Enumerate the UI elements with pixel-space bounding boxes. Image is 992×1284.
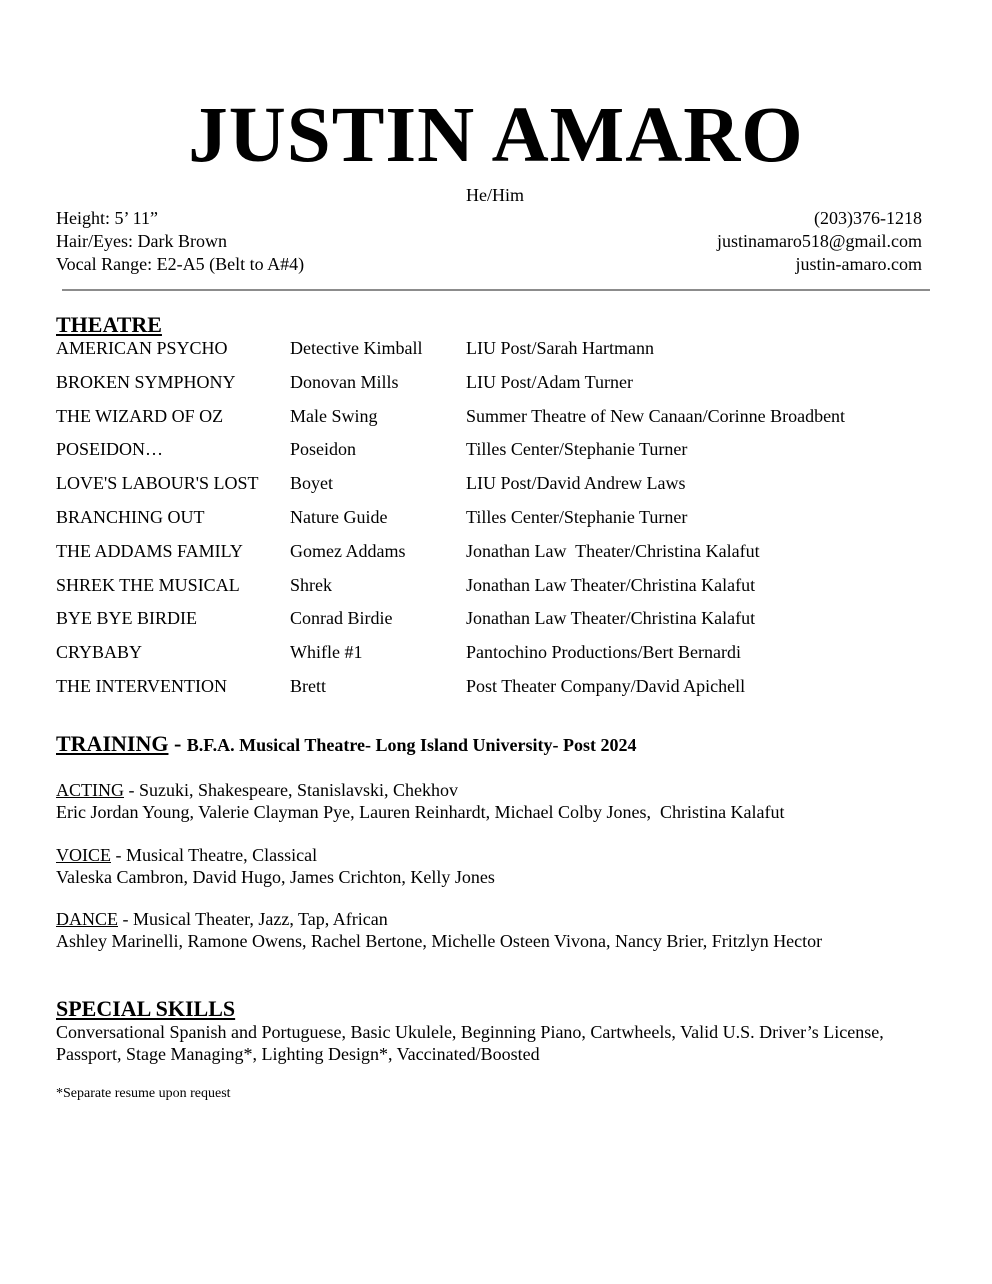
credit-show: BRANCHING OUT: [56, 506, 205, 527]
credit-show: SHREK THE MUSICAL: [56, 574, 240, 595]
credit-role: Whifle #1: [290, 642, 363, 663]
credit-venue: LIU Post/David Andrew Laws: [466, 473, 686, 494]
credit-role: Male Swing: [290, 405, 378, 426]
credit-venue: Post Theater Company/David Apichell: [466, 675, 746, 696]
dance-teachers: Ashley Marinelli, Ramone Owens, Rachel Bertone, Michelle Osteen Vivona, Nancy Brier, Fritzlyn Hector: [56, 931, 823, 951]
dance-training: [56, 908, 822, 952]
website: justin-amaro.com: [795, 254, 922, 274]
height-line: Height: 5’ 11”: [56, 208, 158, 228]
credit-role: Poseidon: [290, 439, 357, 460]
training-heading-line: [56, 731, 637, 757]
credit-role: Nature Guide: [290, 506, 388, 527]
credit-role: Gomez Addams: [290, 540, 406, 561]
credit-show: THE INTERVENTION: [56, 675, 228, 696]
voice-label: VOICE: [56, 845, 111, 865]
acting-label: ACTING: [56, 780, 124, 800]
credit-venue: Summer Theatre of New Canaan/Corinne Broadbent: [466, 405, 846, 426]
credit-venue: LIU Post/Adam Turner: [466, 371, 634, 392]
credit-venue: LIU Post/Sarah Hartmann: [466, 338, 654, 358]
voice-styles: - Musical Theatre, Classical: [111, 845, 318, 865]
special-skills-text: Conversational Spanish and Portuguese, Basic Ukulele, Beginning Piano, Cartwheels, Valid U.S. Driver’s License, Passport, Stage Managing*, Lighting Design*, Vaccinated/Boosted: [56, 1022, 884, 1064]
pronouns: He/Him: [466, 185, 524, 205]
credit-show: BROKEN SYMPHONY: [56, 371, 236, 392]
contact-info: [717, 207, 922, 276]
training-degree: B.F.A. Musical Theatre- Long Island University- Post 2024: [186, 735, 637, 755]
credit-role: Donovan Mills: [290, 371, 399, 392]
credit-venue: Tilles Center/Stephanie Turner: [466, 506, 688, 527]
resume-name: JUSTIN AMARO: [188, 92, 804, 179]
credit-show: BYE BYE BIRDIE: [56, 608, 197, 629]
credit-show: POSEIDON…: [56, 439, 164, 460]
header-divider: [62, 289, 930, 291]
dance-label: DANCE: [56, 909, 118, 929]
credit-role: Detective Kimball: [290, 338, 423, 358]
credit-venue: Jonathan Law Theater/Christina Kalafut: [466, 574, 756, 595]
hair-eyes-line: Hair/Eyes: Dark Brown: [56, 231, 227, 251]
voice-training: [56, 844, 495, 888]
acting-teachers: Eric Jordan Young, Valerie Clayman Pye, Lauren Reinhardt, Michael Colby Jones, Christina Kalafut: [56, 802, 785, 822]
credit-venue: Jonathan Law Theater/Christina Kalafut: [466, 608, 756, 629]
credit-show: THE WIZARD OF OZ: [56, 405, 224, 426]
physical-stats: [56, 207, 304, 276]
dance-styles: - Musical Theater, Jazz, Tap, African: [118, 909, 388, 929]
credit-role: Shrek: [290, 574, 332, 595]
credit-venue: Pantochino Productions/Bert Bernardi: [466, 642, 741, 663]
credit-role: Conrad Birdie: [290, 608, 393, 629]
credit-role: Boyet: [290, 473, 333, 494]
special-skills-heading: SPECIAL SKILLS: [56, 996, 236, 1021]
training-dash: -: [168, 731, 187, 756]
credit-show: THE ADDAMS FAMILY: [56, 540, 243, 561]
vocal-range-line: Vocal Range: E2-A5 (Belt to A#4): [56, 254, 305, 274]
credit-show: LOVE'S LABOUR'S LOST: [56, 473, 259, 494]
credit-show: CRYBABY: [56, 642, 143, 663]
credit-role: Brett: [290, 675, 326, 696]
credit-venue: Tilles Center/Stephanie Turner: [466, 439, 688, 460]
theatre-heading: THEATRE: [56, 312, 162, 337]
acting-training: [56, 779, 785, 823]
email-address: justinamaro518@gmail.com: [716, 231, 922, 251]
acting-styles: - Suzuki, Shakespeare, Stanislavski, Chekhov: [124, 780, 458, 800]
voice-teachers: Valeska Cambron, David Hugo, James Crichton, Kelly Jones: [56, 867, 495, 887]
footnote: *Separate resume upon request: [56, 1086, 231, 1101]
credit-venue: Jonathan Law Theater/Christina Kalafut: [466, 540, 760, 561]
phone-number: (203)376-1218: [814, 208, 922, 228]
credit-show: AMERICAN PSYCHO: [56, 338, 228, 358]
training-heading: TRAINING: [56, 731, 169, 756]
